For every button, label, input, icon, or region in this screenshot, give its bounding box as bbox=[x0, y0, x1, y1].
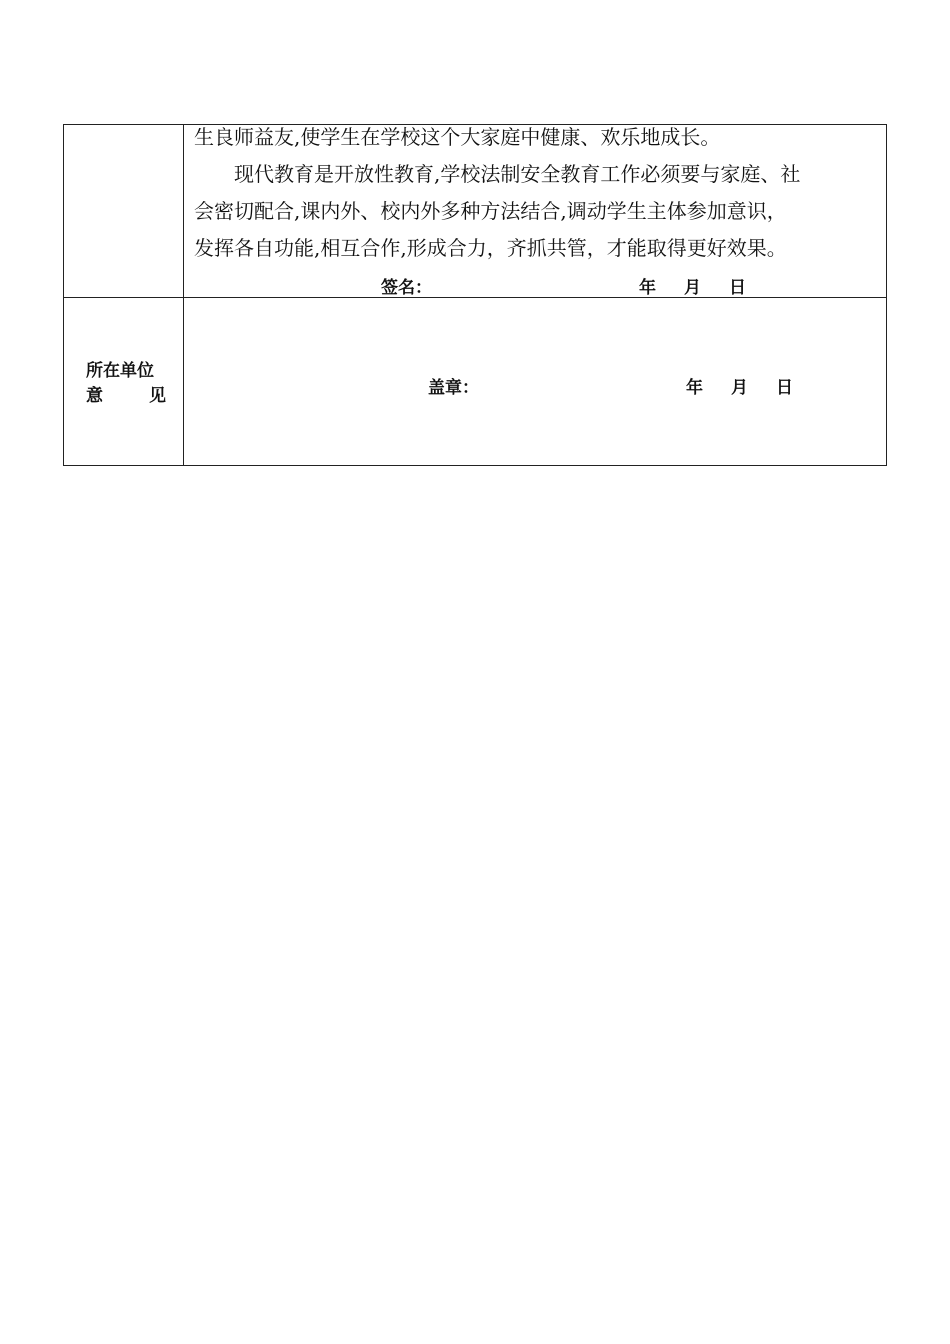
seal-date bbox=[686, 373, 793, 398]
date-month-label: 月 bbox=[684, 278, 701, 298]
unit-label-char-yi: 意 bbox=[86, 386, 103, 406]
signature-label: 签名： bbox=[381, 278, 432, 298]
paragraph-line: 生良师益友,使学生在学校这个大家庭中健康、欢乐地成长。 bbox=[194, 125, 721, 149]
seal-label: 盖章： bbox=[428, 378, 479, 398]
date-day-label: 日 bbox=[776, 378, 793, 398]
summary-row-label-cell bbox=[64, 125, 183, 297]
paragraph-continuation bbox=[194, 119, 874, 156]
date-day-label: 日 bbox=[729, 278, 746, 298]
unit-opinion-content-cell bbox=[184, 297, 886, 465]
unit-opinion-label bbox=[86, 359, 166, 409]
opinion-form-table bbox=[63, 124, 887, 466]
signature-date bbox=[639, 273, 746, 298]
paragraph-line: 现代教育是开放性教育,学校法制安全教育工作必须要与家庭、社 bbox=[234, 162, 801, 186]
date-year-label: 年 bbox=[686, 378, 703, 398]
paragraph-education bbox=[194, 156, 874, 267]
paragraph-line: 发挥各自功能,相互合作,形成合力，齐抓共管，才能取得更好效果。 bbox=[194, 236, 787, 260]
unit-label-line-1: 所在单位 bbox=[86, 361, 154, 381]
unit-opinion-row bbox=[64, 297, 886, 465]
unit-label-char-jian: 见 bbox=[149, 386, 166, 406]
unit-label-line-2 bbox=[86, 384, 166, 409]
paragraph-line: 会密切配合,课内外、校内外多种方法结合,调动学生主体参加意识， bbox=[194, 199, 787, 223]
date-year-label: 年 bbox=[639, 278, 656, 298]
summary-content-cell bbox=[184, 125, 886, 297]
summary-row bbox=[64, 125, 886, 298]
date-month-label: 月 bbox=[731, 378, 748, 398]
unit-opinion-label-cell bbox=[64, 297, 183, 465]
